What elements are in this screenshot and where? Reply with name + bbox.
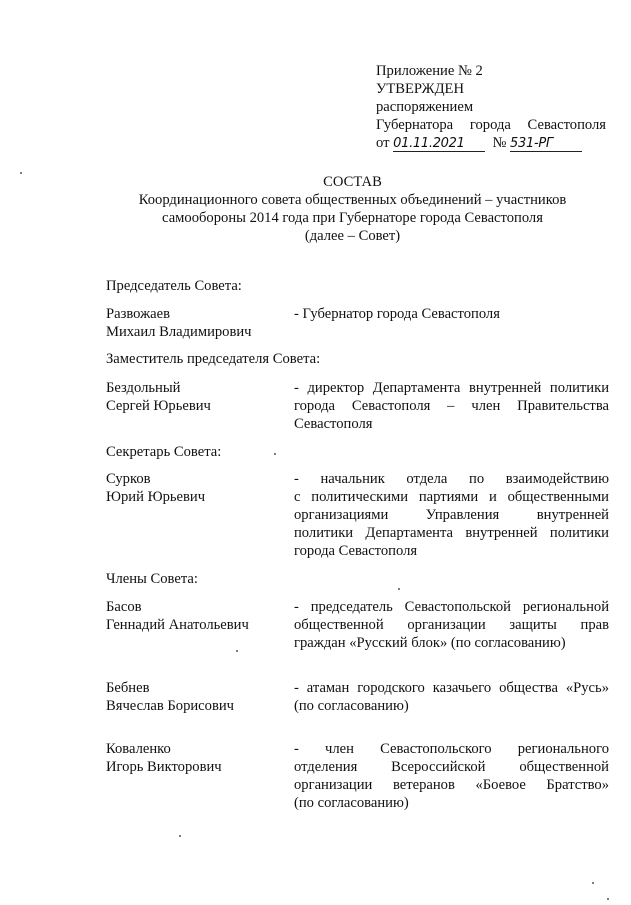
member-position: - Губернатор города Севастополя: [294, 306, 500, 322]
section-chairman: Председатель Совета:: [106, 278, 242, 294]
scan-speck: [179, 835, 181, 837]
title-line-2: самообороны 2014 года при Губернаторе города Севастополя: [162, 210, 543, 226]
issuer: Губернатора города Севастополя: [376, 117, 606, 133]
member-position: - атаман городского казачьего общества «Русь» (по согласованию): [294, 680, 609, 714]
number-prefix: №: [492, 135, 507, 151]
approved-label: УТВЕРЖДЕН: [376, 81, 464, 97]
title-heading: СОСТАВ: [323, 174, 382, 190]
member-name: Бебнев Вячеслав Борисович: [106, 680, 235, 714]
section-deputy: Заместитель председателя Совета:: [106, 351, 321, 367]
member-name: Развожаев Михаил Владимирович: [106, 306, 252, 340]
member-name: Басов Геннадий Анатольевич: [106, 599, 249, 633]
member-name: Бездольный Сергей Юрьевич: [106, 380, 211, 414]
scan-speck: [20, 172, 22, 174]
order-number: 531-РГ: [510, 136, 553, 151]
scan-speck: [398, 588, 400, 590]
member-position: - председатель Севастопольской региональной общественной организации защиты прав граждан «Русский блок» (по согласованию): [294, 599, 609, 651]
title-line-3: (далее – Совет): [304, 228, 401, 244]
scan-speck: [592, 882, 594, 884]
approval-stamp: [376, 62, 606, 152]
date-value: 01.11.2021: [393, 136, 465, 151]
section-secretary: Секретарь Совета:: [106, 444, 222, 460]
member-name: Сурков Юрий Юрьевич: [106, 471, 206, 505]
order-type: распоряжением: [376, 99, 474, 115]
appendix-number: Приложение № 2: [376, 63, 483, 79]
member-position: - член Севастопольского регионального отделения Всероссийской общественной организации ветеранов «Боевое Братство» (по согласованию): [294, 741, 609, 811]
scan-speck: [607, 898, 609, 900]
date-prefix: от: [376, 135, 390, 151]
scan-speck: [274, 453, 276, 455]
title-line-1: Координационного совета общественных объединений – участников: [138, 192, 567, 208]
member-position: - директор Департамента внутренней политики города Севастополя – член Правительства Севастополя: [294, 380, 609, 432]
scan-speck: [236, 650, 238, 652]
order-date-number: [376, 134, 606, 152]
member-position: - начальник отдела по взаимодействию с политическими партиями и общественными организациями Управления внутренней политики Департамента внутренней политики города Севастополя: [294, 471, 609, 559]
section-members: Члены Совета:: [106, 571, 198, 587]
member-name: Коваленко Игорь Викторович: [106, 741, 222, 775]
document-title: [100, 173, 605, 245]
